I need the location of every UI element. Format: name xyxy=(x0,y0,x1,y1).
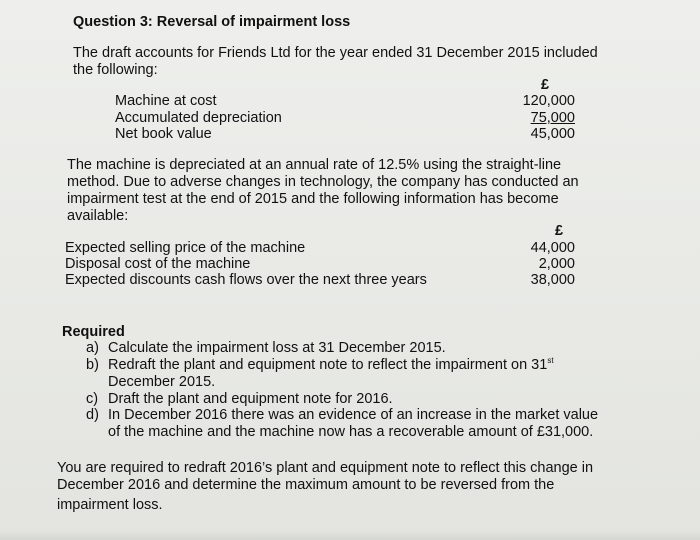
table2-row-label: Expected discounts cash flows over the next three years xyxy=(65,272,427,288)
closing-line-2: December 2016 and determine the maximum amount to be reversed from the xyxy=(57,477,555,493)
required-item-text: December 2015. xyxy=(108,374,216,390)
table1-row-label: Machine at cost xyxy=(115,93,217,109)
paragraph-line-4: available: xyxy=(67,208,129,224)
closing-line-3: impairment loss. xyxy=(57,497,163,513)
required-item-letter: b) xyxy=(86,357,99,373)
page-shading xyxy=(0,530,700,540)
table2-row-value: 38,000 xyxy=(530,272,575,288)
required-item-letter: d) xyxy=(86,407,99,423)
closing-line-1: You are required to redraft 2016’s plant and equipment note to reflect this change in xyxy=(57,460,594,476)
required-item-letter: c) xyxy=(86,391,99,407)
required-item-text: Calculate the impairment loss at 31 December 2015. xyxy=(108,340,446,356)
table2-row-label: Disposal cost of the machine xyxy=(65,256,251,272)
ordinal-suffix: st xyxy=(547,356,554,366)
paragraph-line-2: method. Due to adverse changes in technology, the company has conducted an xyxy=(67,174,579,190)
required-heading: Required xyxy=(62,324,125,340)
table1-row-label: Net book value xyxy=(115,126,212,142)
intro-line-1: The draft accounts for Friends Ltd for the year ended 31 December 2015 included xyxy=(73,45,598,61)
table1-row-label: Accumulated depreciation xyxy=(115,110,282,126)
table1-row-value: 120,000 xyxy=(522,93,575,109)
table2-row-label: Expected selling price of the machine xyxy=(65,240,306,256)
table2-row-value: 44,000 xyxy=(530,240,575,256)
question-title: Question 3: Reversal of impairment loss xyxy=(73,14,351,30)
table1-row-value: 45,000 xyxy=(530,126,575,142)
required-item-text: Draft the plant and equipment note for 2016. xyxy=(108,391,393,407)
table1-currency-header: £ xyxy=(541,77,550,93)
required-item-text: In December 2016 there was an evidence of an increase in the market value xyxy=(108,407,599,423)
paragraph-line-3: impairment test at the end of 2015 and the following information has become xyxy=(67,191,559,207)
required-item-letter: a) xyxy=(86,340,99,356)
table1-row-value: 75,000 xyxy=(530,110,575,126)
table2-currency-header: £ xyxy=(555,223,564,239)
required-item-text: Redraft the plant and equipment note to reflect the impairment on 31st xyxy=(108,356,554,373)
table2-row-value: 2,000 xyxy=(538,256,575,272)
required-item-text: of the machine and the machine now has a recoverable amount of £31,000. xyxy=(108,424,594,440)
paragraph-line-1: The machine is depreciated at an annual rate of 12.5% using the straight-line xyxy=(67,157,562,173)
intro-line-2: the following: xyxy=(73,62,158,78)
